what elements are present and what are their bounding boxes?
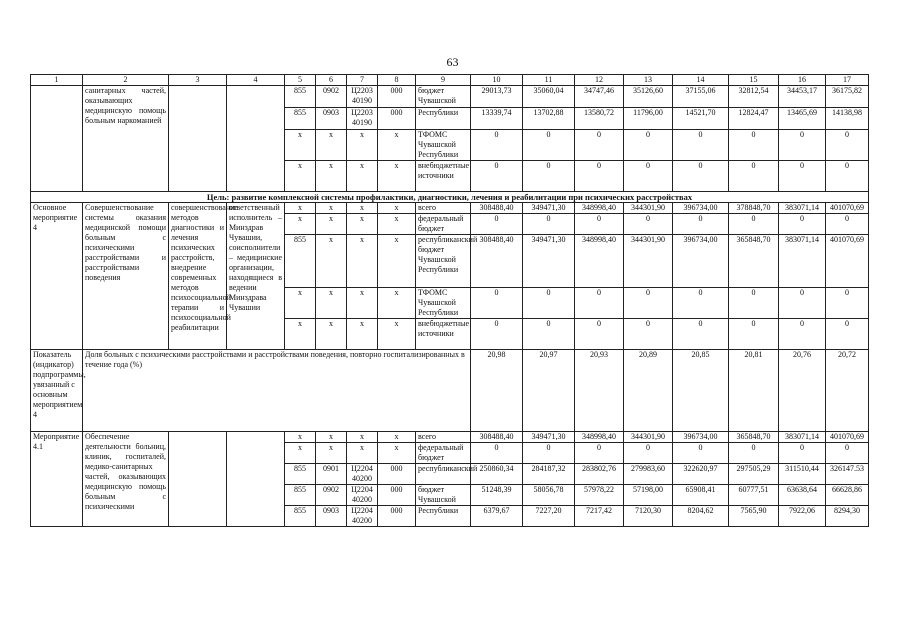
- expected-result: совершенствование методов диагностики и лечения психических расстройств, внедрение современных методов психосоциальной терапии и психосоциальной реабилитации: [169, 203, 227, 350]
- value-cell: 14521,70: [673, 108, 729, 130]
- code-cell: х: [316, 235, 347, 288]
- value-cell: 344301,90: [624, 203, 673, 214]
- blank-cell: [169, 432, 227, 527]
- code-cell: х: [347, 214, 378, 235]
- value-cell: 32812,54: [729, 86, 779, 108]
- code-cell: х: [316, 203, 347, 214]
- code-cell: х: [285, 214, 316, 235]
- code-cell: х: [378, 130, 416, 161]
- code-cell: х: [347, 235, 378, 288]
- code-cell: Ц2204 40200: [347, 506, 378, 527]
- value-cell: 8294,30: [826, 506, 869, 527]
- activity-name: Обеспечение деятельности больниц, клиник, госпиталей, медико-санитарных частей, оказывающих медицинскую помощь больным с психическими: [83, 432, 169, 527]
- value-cell: 396734,00: [673, 203, 729, 214]
- value-cell: 383071,14: [779, 432, 826, 443]
- activity-name: Совершенствование системы оказания медицинской помощи больным с психическими расстройствами и расстройствами поведения: [83, 203, 169, 350]
- code-cell: Ц2204 40200: [347, 485, 378, 506]
- indicator-value: 20,97: [523, 350, 575, 432]
- value-cell: 0: [523, 443, 575, 464]
- value-cell: 0: [729, 319, 779, 350]
- code-cell: х: [378, 235, 416, 288]
- column-number: 4: [227, 75, 285, 86]
- blank-cell: [31, 86, 83, 192]
- source-cell: внебюджетные источники: [416, 161, 471, 192]
- value-cell: 0: [471, 288, 523, 319]
- value-cell: 0: [779, 319, 826, 350]
- value-cell: 35060,04: [523, 86, 575, 108]
- value-cell: 349471,30: [523, 432, 575, 443]
- code-cell: х: [316, 443, 347, 464]
- value-cell: 0: [624, 161, 673, 192]
- code-cell: 855: [285, 485, 316, 506]
- value-cell: 7217,42: [575, 506, 624, 527]
- value-cell: 0: [471, 161, 523, 192]
- value-cell: 344301,90: [624, 432, 673, 443]
- value-cell: 0: [624, 443, 673, 464]
- source-cell: бюджет Чувашской: [416, 86, 471, 108]
- code-cell: х: [316, 319, 347, 350]
- value-cell: 283802,76: [575, 464, 624, 485]
- value-cell: 0: [523, 288, 575, 319]
- indicator-value: 20,81: [729, 350, 779, 432]
- code-cell: х: [285, 161, 316, 192]
- value-cell: 29013,73: [471, 86, 523, 108]
- value-cell: 349471,30: [523, 235, 575, 288]
- value-cell: 0: [575, 443, 624, 464]
- code-cell: 855: [285, 86, 316, 108]
- code-cell: 000: [378, 108, 416, 130]
- value-cell: 0: [729, 443, 779, 464]
- value-cell: 311510,44: [779, 464, 826, 485]
- code-cell: х: [347, 288, 378, 319]
- value-cell: 7227,20: [523, 506, 575, 527]
- source-cell: Республики: [416, 506, 471, 527]
- value-cell: 396734,00: [673, 235, 729, 288]
- activity-number: Основное мероприятие 4: [31, 203, 83, 350]
- column-number: 3: [169, 75, 227, 86]
- column-number-row: [31, 75, 869, 86]
- value-cell: 396734,00: [673, 432, 729, 443]
- value-cell: 0: [826, 288, 869, 319]
- code-cell: 855: [285, 506, 316, 527]
- value-cell: 0: [471, 130, 523, 161]
- indicator-value: 20,85: [673, 350, 729, 432]
- value-cell: 326147.53: [826, 464, 869, 485]
- value-cell: 36175,82: [826, 86, 869, 108]
- indicator-name: Доля больных с психическими расстройствами и расстройствами поведения, повторно госпитализированных в течение года (%): [83, 350, 471, 432]
- value-cell: 0: [673, 288, 729, 319]
- value-cell: 0: [826, 214, 869, 235]
- value-cell: 13702,88: [523, 108, 575, 130]
- value-cell: 0: [575, 161, 624, 192]
- value-cell: 13465,69: [779, 108, 826, 130]
- value-cell: 348998,40: [575, 203, 624, 214]
- code-cell: х: [285, 319, 316, 350]
- value-cell: 0: [575, 319, 624, 350]
- value-cell: 0: [575, 214, 624, 235]
- goal-row: [31, 192, 869, 203]
- source-cell: всего: [416, 432, 471, 443]
- value-cell: 297505,29: [729, 464, 779, 485]
- value-cell: 0: [575, 130, 624, 161]
- value-cell: 0: [673, 443, 729, 464]
- indicator-label: Показатель (индикатор) подпрограммы, увязанный с основным мероприятием 4: [31, 350, 83, 432]
- value-cell: 35126,60: [624, 86, 673, 108]
- value-cell: 0: [471, 214, 523, 235]
- value-cell: 0: [673, 214, 729, 235]
- value-cell: 0: [624, 130, 673, 161]
- column-number: 2: [83, 75, 169, 86]
- column-number: 14: [673, 75, 729, 86]
- code-cell: 0901: [316, 464, 347, 485]
- value-cell: 60777,51: [729, 485, 779, 506]
- value-cell: 0: [729, 288, 779, 319]
- value-cell: 0: [826, 161, 869, 192]
- column-number: 13: [624, 75, 673, 86]
- column-number: 9: [416, 75, 471, 86]
- indicator-value: 20,76: [779, 350, 826, 432]
- column-number: 7: [347, 75, 378, 86]
- indicator-row: [31, 350, 869, 432]
- value-cell: 308488,40: [471, 235, 523, 288]
- value-cell: 58056,78: [523, 485, 575, 506]
- value-cell: 6379,67: [471, 506, 523, 527]
- value-cell: 0: [729, 130, 779, 161]
- value-cell: 383071,14: [779, 203, 826, 214]
- value-cell: 365848,70: [729, 432, 779, 443]
- value-cell: 308488,40: [471, 203, 523, 214]
- value-cell: 34453,17: [779, 86, 826, 108]
- value-cell: 0: [471, 443, 523, 464]
- value-cell: 284187,32: [523, 464, 575, 485]
- value-cell: 37155,06: [673, 86, 729, 108]
- value-cell: 0: [779, 288, 826, 319]
- value-cell: 7120,30: [624, 506, 673, 527]
- code-cell: х: [378, 319, 416, 350]
- source-cell: всего: [416, 203, 471, 214]
- value-cell: 0: [523, 214, 575, 235]
- value-cell: 0: [624, 319, 673, 350]
- value-cell: 0: [826, 443, 869, 464]
- value-cell: 8204,62: [673, 506, 729, 527]
- value-cell: 14138,98: [826, 108, 869, 130]
- source-cell: республиканский: [416, 464, 471, 485]
- code-cell: 0903: [316, 506, 347, 527]
- column-number: 17: [826, 75, 869, 86]
- column-number: 1: [31, 75, 83, 86]
- code-cell: х: [285, 432, 316, 443]
- code-cell: х: [347, 161, 378, 192]
- value-cell: 0: [471, 319, 523, 350]
- column-number: 10: [471, 75, 523, 86]
- code-cell: х: [285, 203, 316, 214]
- blank-cell: [227, 432, 285, 527]
- code-cell: 0902: [316, 86, 347, 108]
- value-cell: 344301,90: [624, 235, 673, 288]
- value-cell: 0: [729, 161, 779, 192]
- column-number: 12: [575, 75, 624, 86]
- code-cell: х: [316, 130, 347, 161]
- code-cell: 855: [285, 464, 316, 485]
- value-cell: 66628,86: [826, 485, 869, 506]
- value-cell: 0: [575, 288, 624, 319]
- value-cell: 0: [729, 214, 779, 235]
- source-cell: ТФОМС Чувашской Республики: [416, 130, 471, 161]
- code-cell: х: [347, 443, 378, 464]
- code-cell: х: [378, 288, 416, 319]
- code-cell: х: [316, 288, 347, 319]
- value-cell: 401070,69: [826, 235, 869, 288]
- source-cell: бюджет Чувашской: [416, 485, 471, 506]
- code-cell: х: [347, 432, 378, 443]
- value-cell: 250860,34: [471, 464, 523, 485]
- code-cell: Ц2203 40190: [347, 108, 378, 130]
- code-cell: 000: [378, 485, 416, 506]
- value-cell: 322620,97: [673, 464, 729, 485]
- code-cell: 855: [285, 108, 316, 130]
- value-cell: 348998,40: [575, 235, 624, 288]
- code-cell: 000: [378, 506, 416, 527]
- source-cell: федеральный бюджет: [416, 214, 471, 235]
- column-number: 8: [378, 75, 416, 86]
- value-cell: 0: [779, 161, 826, 192]
- value-cell: 63638,64: [779, 485, 826, 506]
- source-cell: ТФОМС Чувашской Республики: [416, 288, 471, 319]
- table-row: [31, 432, 869, 443]
- code-cell: х: [347, 130, 378, 161]
- value-cell: 12824,47: [729, 108, 779, 130]
- value-cell: 51248,39: [471, 485, 523, 506]
- code-cell: 000: [378, 86, 416, 108]
- value-cell: 11796,00: [624, 108, 673, 130]
- column-number: 5: [285, 75, 316, 86]
- activity-number: Мероприятие 4.1: [31, 432, 83, 527]
- code-cell: х: [378, 161, 416, 192]
- value-cell: 0: [779, 214, 826, 235]
- value-cell: 0: [673, 319, 729, 350]
- indicator-value: 20,72: [826, 350, 869, 432]
- code-cell: х: [316, 214, 347, 235]
- value-cell: 308488,40: [471, 432, 523, 443]
- code-cell: х: [316, 161, 347, 192]
- blank-cell: [169, 86, 227, 192]
- value-cell: 0: [523, 161, 575, 192]
- code-cell: Ц2203 40190: [347, 86, 378, 108]
- value-cell: 0: [624, 214, 673, 235]
- value-cell: 348998,40: [575, 432, 624, 443]
- value-cell: 0: [826, 319, 869, 350]
- budget-table: [30, 74, 869, 527]
- value-cell: 401070,69: [826, 432, 869, 443]
- value-cell: 34747,46: [575, 86, 624, 108]
- column-number: 15: [729, 75, 779, 86]
- value-cell: 0: [779, 443, 826, 464]
- column-number: 6: [316, 75, 347, 86]
- value-cell: 383071,14: [779, 235, 826, 288]
- value-cell: 0: [523, 130, 575, 161]
- value-cell: 7922,06: [779, 506, 826, 527]
- value-cell: 0: [826, 130, 869, 161]
- indicator-value: 20,98: [471, 350, 523, 432]
- code-cell: 855: [285, 235, 316, 288]
- value-cell: 365848,70: [729, 235, 779, 288]
- table-row: [31, 203, 869, 214]
- code-cell: х: [285, 443, 316, 464]
- value-cell: 349471,30: [523, 203, 575, 214]
- measure-name: санитарных частей, оказывающих медицинскую помощь больным наркоманией: [83, 86, 169, 192]
- value-cell: 378848,70: [729, 203, 779, 214]
- code-cell: х: [347, 319, 378, 350]
- value-cell: 0: [779, 130, 826, 161]
- code-cell: 0903: [316, 108, 347, 130]
- code-cell: 000: [378, 464, 416, 485]
- column-number: 16: [779, 75, 826, 86]
- source-cell: федеральный бюджет: [416, 443, 471, 464]
- value-cell: 57978,22: [575, 485, 624, 506]
- code-cell: х: [378, 203, 416, 214]
- value-cell: 65908,41: [673, 485, 729, 506]
- code-cell: х: [285, 130, 316, 161]
- value-cell: 57198,00: [624, 485, 673, 506]
- value-cell: 401070,69: [826, 203, 869, 214]
- code-cell: х: [316, 432, 347, 443]
- source-cell: внебюджетные источники: [416, 319, 471, 350]
- value-cell: 13339,74: [471, 108, 523, 130]
- code-cell: х: [378, 432, 416, 443]
- value-cell: 0: [673, 130, 729, 161]
- blank-cell: [227, 86, 285, 192]
- indicator-value: 20,89: [624, 350, 673, 432]
- value-cell: 279983,60: [624, 464, 673, 485]
- goal-heading: Цель: развитие комплексной системы профилактики, диагностики, лечения и реабилитации при психических расстройствах: [31, 192, 869, 203]
- value-cell: 0: [624, 288, 673, 319]
- code-cell: х: [347, 203, 378, 214]
- value-cell: 0: [673, 161, 729, 192]
- column-number: 11: [523, 75, 575, 86]
- code-cell: х: [378, 443, 416, 464]
- value-cell: 0: [523, 319, 575, 350]
- indicator-value: 20,93: [575, 350, 624, 432]
- code-cell: х: [285, 288, 316, 319]
- source-cell: республиканский бюджет Чувашской Республики: [416, 235, 471, 288]
- code-cell: 0902: [316, 485, 347, 506]
- executor: ответственный исполнитель – Минздрав Чувашии, соисполнители – медицинские организации, находящиеся в ведении Минздрава Чувашии: [227, 203, 285, 350]
- source-cell: Республики: [416, 108, 471, 130]
- table-row: [31, 86, 869, 108]
- page-number: 63: [446, 55, 459, 69]
- value-cell: 13580,72: [575, 108, 624, 130]
- value-cell: 7565,90: [729, 506, 779, 527]
- code-cell: Ц2204 40200: [347, 464, 378, 485]
- code-cell: х: [378, 214, 416, 235]
